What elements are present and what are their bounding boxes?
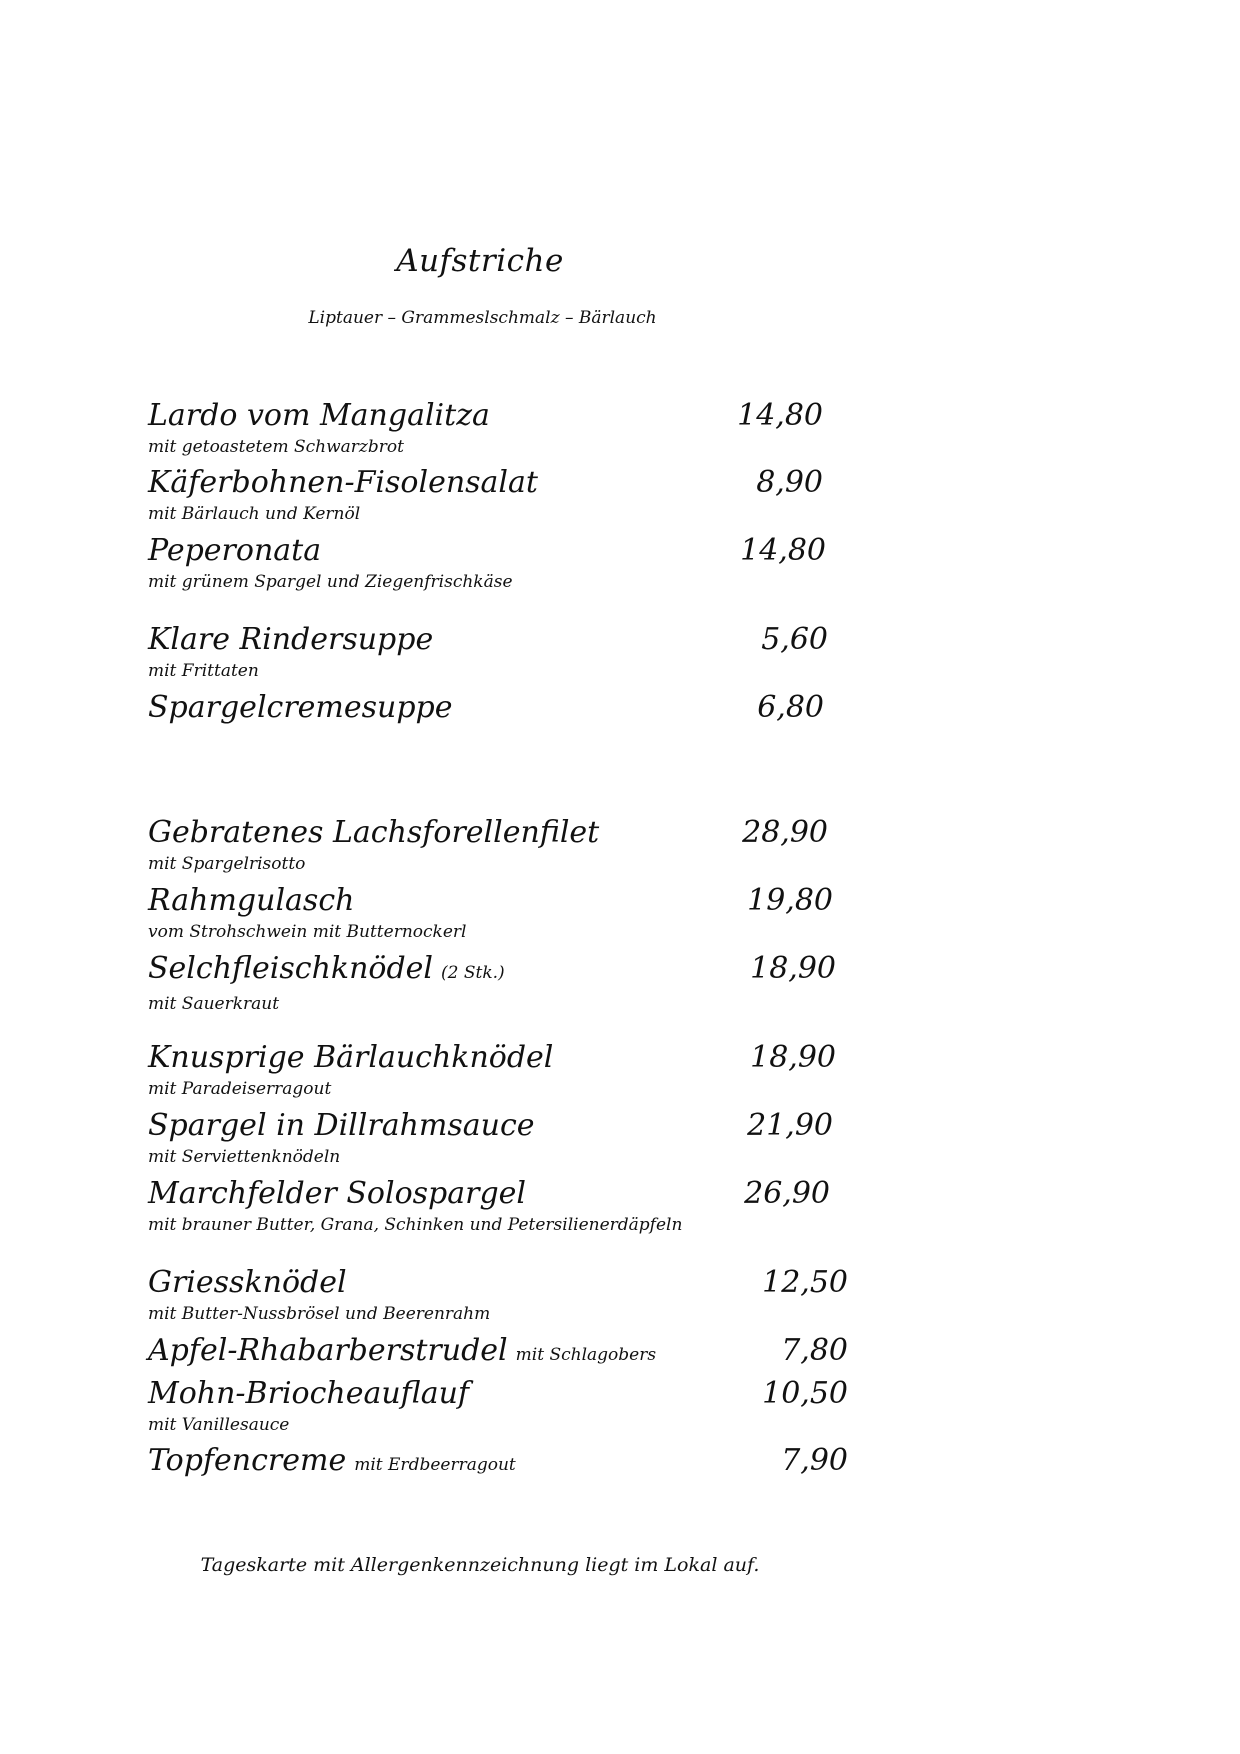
item-description: mit grünem Spargel und Ziegenfrischkäse — [148, 572, 513, 592]
item-name: Peperonata — [148, 533, 322, 568]
item-name: Griessknödel — [148, 1265, 347, 1300]
item-price: 8,90 — [756, 465, 823, 500]
menu-item — [148, 398, 823, 458]
section-title: Aufstriche — [396, 243, 564, 279]
item-price: 19,80 — [747, 883, 833, 918]
menu-item — [148, 1265, 848, 1325]
item-name: Gebratenes Lachsforellenfilet — [148, 815, 600, 850]
menu-item — [148, 622, 828, 682]
item-price: 7,90 — [781, 1443, 848, 1478]
item-name: Spargelcremesuppe — [148, 690, 453, 725]
menu-item — [148, 533, 826, 593]
item-name: Apfel-Rhabarberstrudel — [148, 1333, 508, 1368]
item-price: 14,80 — [740, 533, 826, 568]
item-name: Spargel in Dillrahmsauce — [148, 1108, 535, 1143]
item-name: Klare Rindersuppe — [148, 622, 434, 657]
item-note: mit Erdbeerragout — [354, 1455, 516, 1475]
menu-item — [148, 1376, 848, 1436]
item-description: mit Serviettenknödeln — [148, 1147, 341, 1167]
item-price: 26,90 — [744, 1176, 830, 1211]
menu-item — [148, 1333, 848, 1373]
item-price: 6,80 — [757, 690, 824, 725]
menu-item — [148, 1108, 833, 1168]
menu-item — [148, 465, 823, 525]
menu-item — [148, 1040, 836, 1100]
item-description: mit Bärlauch und Kernöl — [148, 504, 361, 524]
item-price: 14,80 — [737, 398, 823, 433]
item-name: Selchfleischknödel — [148, 951, 434, 986]
menu-item — [148, 815, 828, 875]
menu-item — [148, 951, 836, 1015]
item-name: Lardo vom Mangalitza — [148, 398, 490, 433]
item-description: mit Spargelrisotto — [148, 854, 306, 874]
item-price: 7,80 — [781, 1333, 848, 1368]
menu-item — [148, 1443, 848, 1483]
item-price: 10,50 — [762, 1376, 848, 1411]
item-note: (2 Stk.) — [441, 963, 505, 983]
item-description: mit Sauerkraut — [148, 994, 280, 1014]
item-description: vom Strohschwein mit Butternockerl — [148, 922, 467, 942]
item-price: 28,90 — [742, 815, 828, 850]
item-description: mit Butter-Nussbrösel und Beerenrahm — [148, 1304, 491, 1324]
item-price: 5,60 — [761, 622, 828, 657]
spreads-list: Liptauer – Grammeslschmalz – Bärlauch — [308, 308, 657, 328]
item-description: mit brauner Butter, Grana, Schinken und Petersilienerdäpfeln — [148, 1215, 683, 1235]
item-name: Rahmgulasch — [148, 883, 355, 918]
item-description: mit Vanillesauce — [148, 1415, 290, 1435]
item-price: 18,90 — [750, 951, 836, 986]
item-description: mit Paradeiserragout — [148, 1079, 332, 1099]
item-note: mit Schlagobers — [515, 1345, 657, 1365]
menu-item — [148, 883, 833, 943]
item-name: Käferbohnen-Fisolensalat — [148, 465, 538, 500]
item-description: mit getoastetem Schwarzbrot — [148, 437, 404, 457]
item-name: Knusprige Bärlauchknödel — [148, 1040, 554, 1075]
item-description: mit Frittaten — [148, 661, 259, 681]
menu-item — [148, 1176, 830, 1236]
item-price: 18,90 — [750, 1040, 836, 1075]
item-price: 21,90 — [747, 1108, 833, 1143]
item-name: Topfencreme — [148, 1443, 347, 1478]
allergen-note: Tageskarte mit Allergenkennzeichnung liegt im Lokal auf. — [200, 1554, 760, 1576]
item-price: 12,50 — [762, 1265, 848, 1300]
item-name: Marchfelder Solospargel — [148, 1176, 527, 1211]
item-name: Mohn-Briocheauflauf — [148, 1376, 470, 1411]
menu-item — [148, 690, 824, 726]
